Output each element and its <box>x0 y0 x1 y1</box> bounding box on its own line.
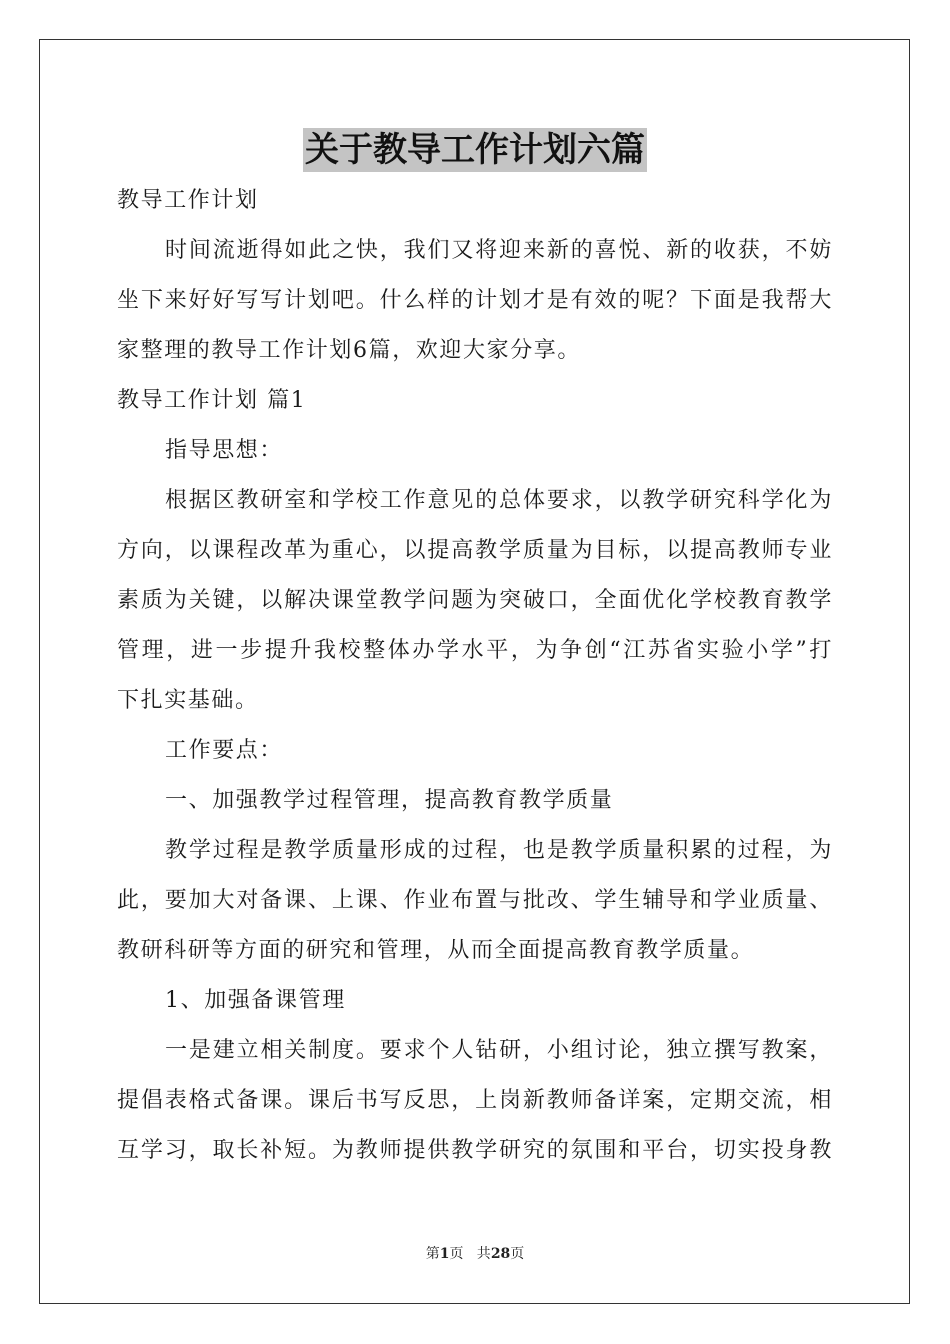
footer-current-page: 1 <box>439 1246 450 1262</box>
text-line: 下扎实基础。 <box>117 688 259 713</box>
text-line: 此，要加大对备课、上课、作业布置与批改、学生辅导和学业质量、 <box>117 888 833 913</box>
text-line: 教导工作计划 <box>117 188 259 213</box>
text-line: 教导工作计划 篇1 <box>117 388 307 413</box>
text-line: 素质为关键，以解决课堂教学问题为突破口，全面优化学校教育教学 <box>117 588 833 613</box>
footer-page-suffix: 页 <box>510 1246 525 1262</box>
text-line: 坐下来好好写写计划吧。什么样的计划才是有效的呢？下面是我帮大 <box>117 288 833 313</box>
text-line: 互学习，取长补短。为教师提供教学研究的氛围和平台，切实投身教 <box>117 1138 833 1163</box>
text-line: 家整理的教导工作计划6篇，欢迎大家分享。 <box>117 338 581 363</box>
text-line: 管理，进一步提升我校整体办学水平，为争创“江苏省实验小学”打 <box>117 638 833 663</box>
footer-page-prefix: 第 <box>425 1246 440 1262</box>
text-line: 教学过程是教学质量形成的过程，也是教学质量积累的过程，为 <box>165 838 833 863</box>
title-container <box>0 128 950 172</box>
footer-total-pages: 28 <box>490 1246 511 1262</box>
text-line: 提倡表格式备课。课后书写反思，上岗新教师备详案，定期交流，相 <box>117 1088 833 1113</box>
text-line: 一是建立相关制度。要求个人钻研，小组讨论，独立撰写教案， <box>165 1038 833 1063</box>
text-line: 指导思想： <box>165 438 284 463</box>
text-line: 教研科研等方面的研究和管理，从而全面提高教育教学质量。 <box>117 938 755 963</box>
text-line: 时间流逝得如此之快，我们又将迎来新的喜悦、新的收获，不妨 <box>165 238 833 263</box>
text-line: 1、加强备课管理 <box>165 988 346 1013</box>
footer-page-mid: 页 共 <box>449 1246 491 1262</box>
text-line: 一、加强教学过程管理，提高教育教学质量 <box>165 788 614 813</box>
document-title: 关于教导工作计划六篇 <box>305 130 645 170</box>
text-line: 方向，以课程改革为重心，以提高教学质量为目标，以提高教师专业 <box>117 538 833 563</box>
page-footer <box>0 1244 950 1264</box>
text-line: 工作要点： <box>165 738 284 763</box>
document-body <box>117 176 833 1176</box>
text-line: 根据区教研室和学校工作意见的总体要求，以教学研究科学化为 <box>165 488 833 513</box>
